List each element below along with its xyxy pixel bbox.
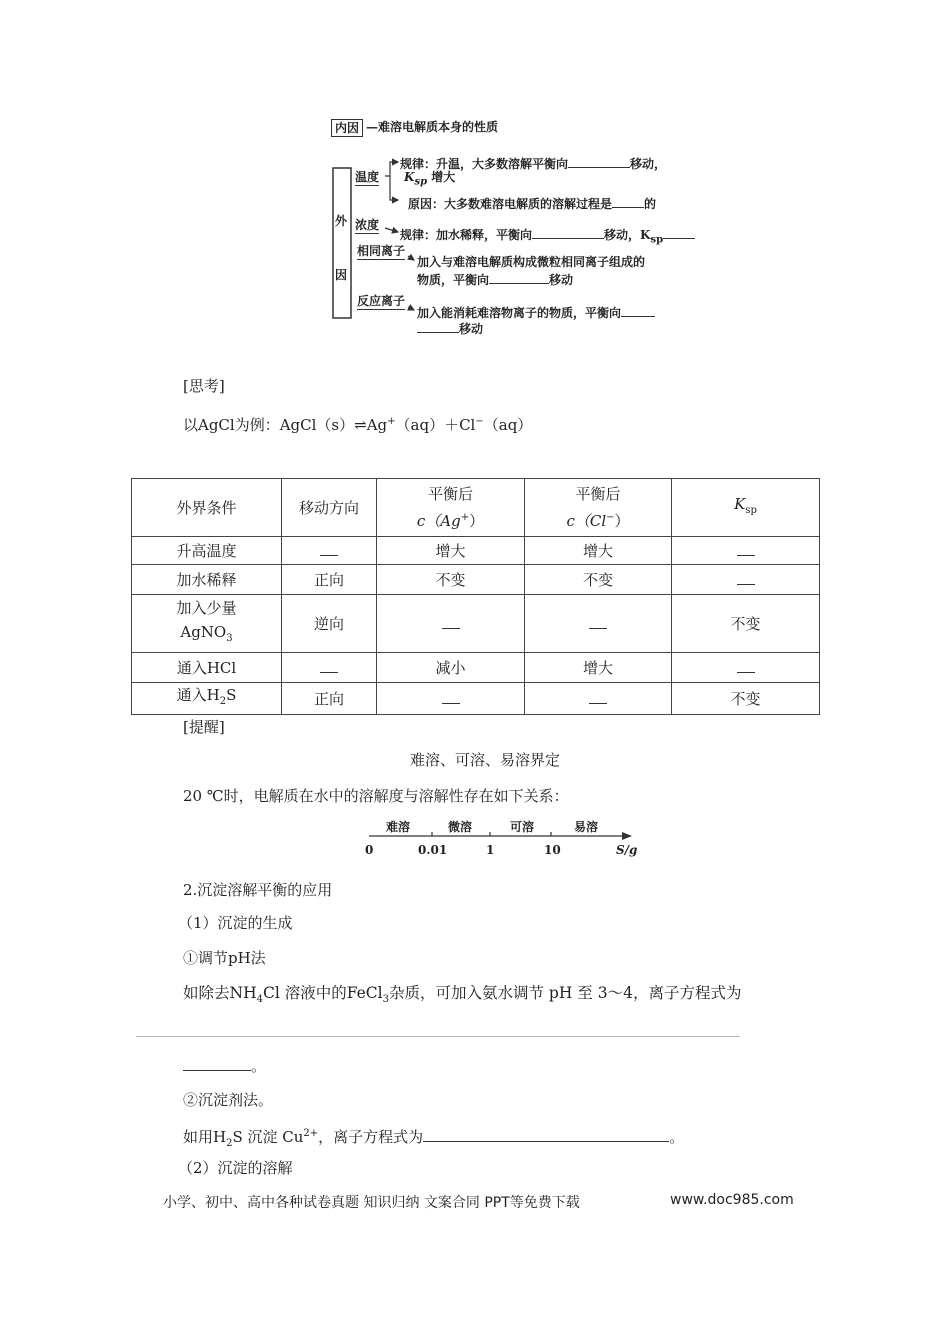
table-row (132, 653, 820, 683)
row-ksp: 不变 (672, 595, 820, 653)
header-c-cl: 平衡后 c（Cl−） (525, 479, 672, 537)
row-condition: 加水稀释 (132, 565, 282, 595)
agcl-equation: 以AgCl为例：AgCl（s）⇌Ag+（aq）＋Cl−（aq） (183, 416, 533, 434)
inner-factor-label: 内因 (331, 119, 363, 137)
row-c-ag: 减小 (377, 653, 525, 683)
temperature-label: 温度 (355, 170, 380, 184)
row-c-cl: 增大 (525, 653, 672, 683)
table-row (132, 683, 820, 715)
page-divider (136, 1036, 740, 1037)
scale-axis (0, 820, 950, 860)
scale-tick-1: 1 (486, 843, 495, 857)
header-c-ag: 平衡后 c（Ag+） (377, 479, 525, 537)
method1-heading: ①调节pH法 (183, 949, 266, 967)
footer-url[interactable]: www.doc985.com (670, 1192, 794, 1208)
method2-text: 如用$H_2S$ 沉淀 $Cu^{2+}$，离子方程式为 。 (183, 1128, 685, 1149)
method2-heading: ②沉淀剂法。 (183, 1091, 274, 1109)
row-direction-blank (282, 537, 377, 565)
common-ion-text-line2: 物质，平衡向 移动 (417, 269, 573, 288)
conditions-table (131, 478, 820, 715)
section2-heading: 2.沉淀溶解平衡的应用 (183, 881, 333, 899)
row-direction: 正向 (282, 683, 377, 715)
row-c-cl: 增大 (525, 537, 672, 565)
row-ksp-blank (672, 537, 820, 565)
solubility-title: 难溶、可溶、易溶界定 (410, 751, 561, 769)
row-c-cl-blank (525, 683, 672, 715)
temperature-rule: 规律：升温，大多数溶解平衡向 移动， (400, 153, 666, 172)
temperature-rule-ksp: $K_{sp}$ 增大 (404, 170, 456, 188)
reaction-ion-text-line1: 加入能消耗难溶物离子的物质，平衡向 (417, 302, 655, 321)
scale-tick-0.01: 0.01 (418, 843, 448, 857)
solubility-intro: 20 ℃时，电解质在水中的溶解度与溶解性存在如下关系： (183, 787, 569, 805)
row-direction: 逆向 (282, 595, 377, 653)
table-header-row (132, 479, 820, 537)
common-ion-text-line1: 加入与难溶电解质构成微粒相同离子组成的 (417, 255, 646, 269)
row-ksp: 不变 (672, 683, 820, 715)
row-c-ag-blank (377, 595, 525, 653)
outer-factor-label-top: 外 (335, 214, 348, 228)
scale-tick-0: 0 (365, 843, 374, 857)
table-row (132, 565, 820, 595)
row-c-ag: 增大 (377, 537, 525, 565)
concentration-rule: 规律：加水稀释，平衡向 移动，$K_{sp}$ (400, 224, 695, 245)
table-row (132, 595, 820, 653)
row-ksp-blank (672, 565, 820, 595)
footer-text: 小学、初中、高中各种试卷真题 知识归纳 文案合同 PPT等免费下载 (163, 1195, 580, 1211)
row-c-cl-blank (525, 595, 672, 653)
row-condition: 通入HCl (132, 653, 282, 683)
row-condition: 通入$H_2S$ (132, 683, 282, 715)
method1-text: 如除去$NH_4Cl$ 溶液中的FeCl$_3$杂质，可加入氨水调节 pH 至 3～4，离子方程式为 (183, 984, 742, 1006)
scale-category-very-soluble: 易溶 (574, 820, 599, 834)
header-ksp: $K_{sp}$ (672, 479, 820, 537)
reaction-ion-label: 反应离子 (357, 294, 406, 308)
row-c-cl: 不变 (525, 565, 672, 595)
scale-unit: S/g (616, 843, 638, 857)
header-direction: 移动方向 (282, 479, 377, 537)
scale-category-slightly-soluble: 微溶 (448, 820, 473, 834)
reaction-ion-text-line2: 移动 (417, 318, 483, 337)
outer-factor-label-bottom: 因 (335, 268, 348, 282)
row-c-ag-blank (377, 683, 525, 715)
sub1-heading: （1）沉淀的生成 (178, 914, 293, 932)
method1-answer-line: 。 (183, 1056, 266, 1076)
sub2-heading: （2）沉淀的溶解 (178, 1159, 293, 1177)
row-direction: 正向 (282, 565, 377, 595)
inner-factor-text: —难溶电解质本身的性质 (366, 120, 499, 134)
row-c-ag: 不变 (377, 565, 525, 595)
concentration-label: 浓度 (355, 218, 380, 232)
temperature-reason: 原因：大多数难溶电解质的溶解过程是 的 (408, 193, 656, 212)
header-condition: 外界条件 (132, 479, 282, 537)
think-heading: [思考] (183, 377, 225, 395)
reminder-heading: [提醒] (183, 718, 225, 736)
scale-category-soluble: 可溶 (510, 820, 535, 834)
common-ion-label: 相同离子 (357, 244, 406, 258)
row-ksp-blank (672, 653, 820, 683)
scale-category-insoluble: 难溶 (386, 820, 411, 834)
table-row (132, 537, 820, 565)
row-direction-blank (282, 653, 377, 683)
scale-tick-10: 10 (544, 843, 561, 857)
row-condition: 升高温度 (132, 537, 282, 565)
row-condition: 加入少量 AgNO$_3$ (132, 595, 282, 653)
